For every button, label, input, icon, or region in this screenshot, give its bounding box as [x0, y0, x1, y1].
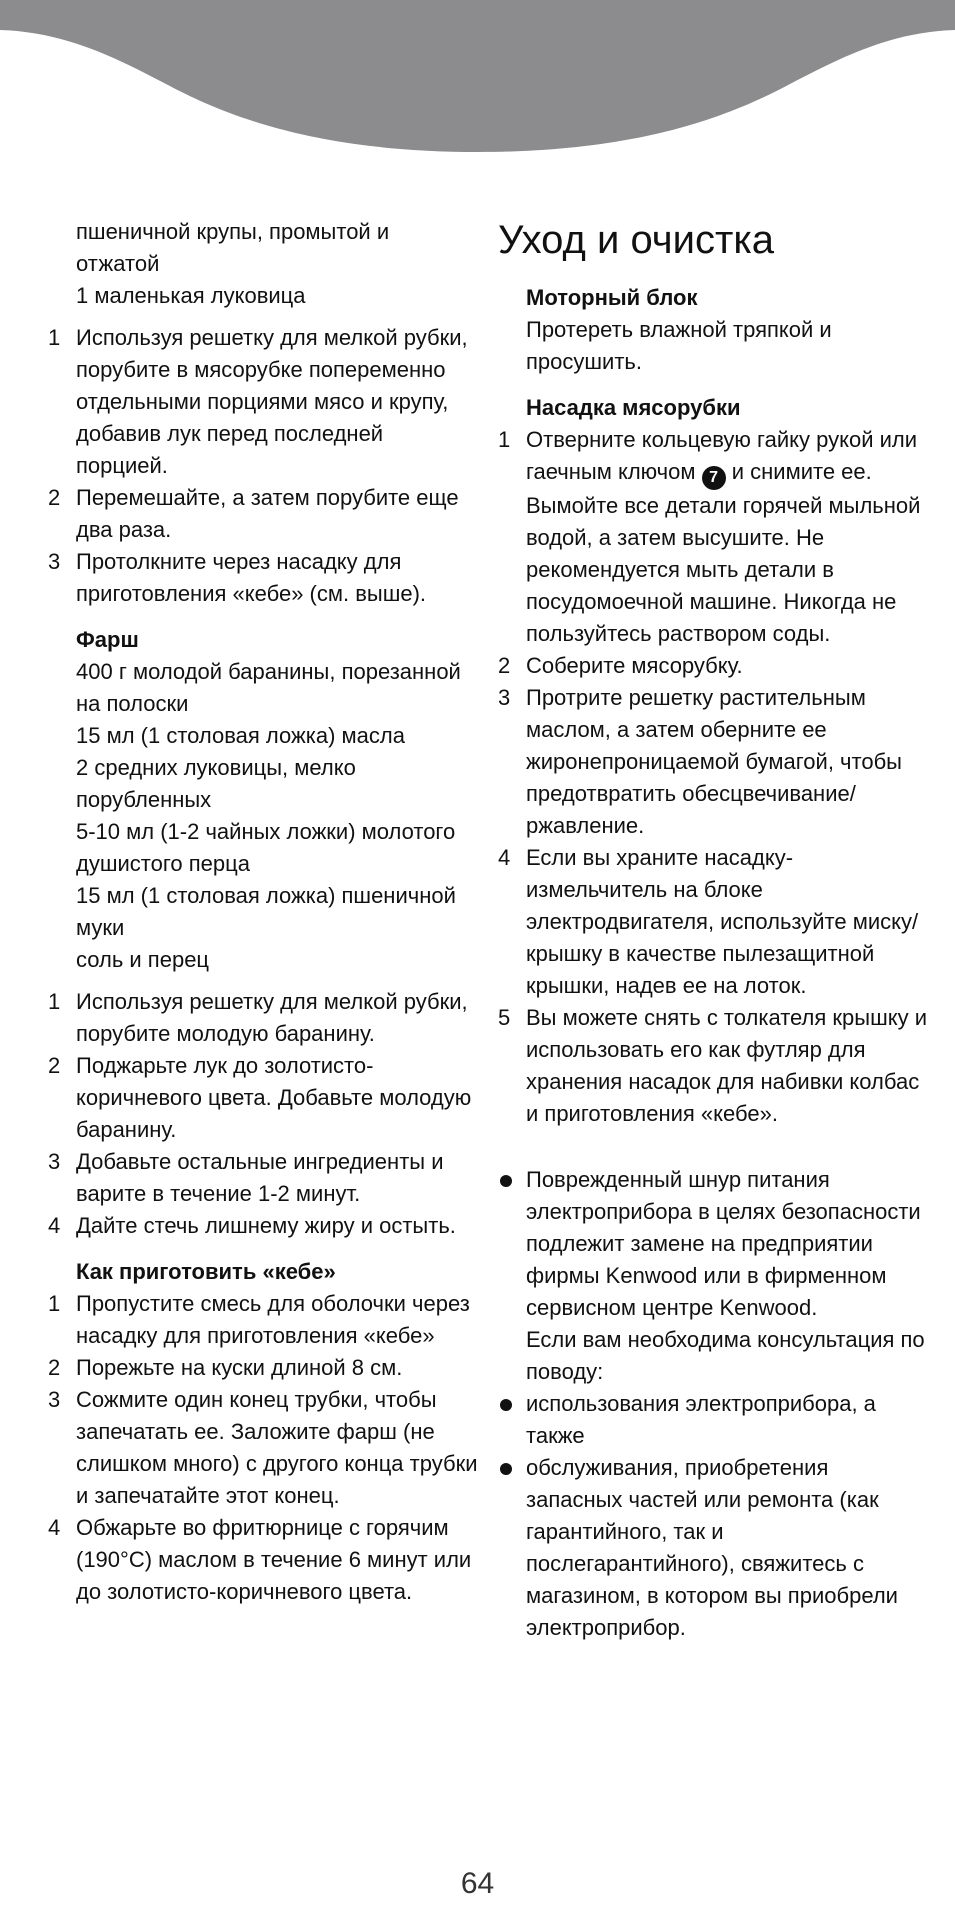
list-item: 2 Перемешайте, а затем порубите еще два раза. [48, 485, 459, 542]
list-item: 1 Пропустите смесь для оболочки через насадку для приготовления «кебе» [48, 1291, 470, 1348]
bullet-icon [500, 1399, 512, 1411]
list-item: 4 Если вы храните насадку-измельчитель на блоке электродвигателя, используйте миску/крышку в качестве пылезащитной крышки, надев ее на лоток. [498, 845, 919, 998]
ingredient-line: 400 г молодой баранины, порезанной на полоски [76, 659, 461, 716]
list-item: 1 Используя решетку для мелкой рубки, порубите молодую баранину. [48, 989, 468, 1046]
list-item: 4 Обжарьте во фритюрнице с горячим (190°C) маслом в течение 6 минут или до золотисто-коричневого цвета. [48, 1515, 472, 1604]
list-item: 2 Порежьте на куски длиной 8 см. [48, 1355, 403, 1380]
page-title: Уход и очистка [498, 218, 774, 262]
intro-line: пшеничной крупы, промытой и отжатой [76, 219, 390, 276]
list-item: 5 Вы можете снять с толкателя крышку и использовать его как футляр для хранения насадок для набивки колбас и приготовления «кебе». [498, 1005, 928, 1126]
motor-text: Протереть влажной тряпкой и просушить. [526, 317, 832, 374]
casing-steps [48, 322, 478, 610]
mincer-heading: Насадка мясорубки [526, 395, 741, 420]
filling-heading: Фарш [76, 627, 139, 652]
intro-line: 1 маленькая луковица [76, 283, 306, 308]
bullet-icon [500, 1463, 512, 1475]
list-item: 3 Сожмите один конец трубки, чтобы запечатать ее. Заложите фарш (не слишком много) с другого конца трубки и запечатайте этот конец. [48, 1387, 478, 1508]
left-column [48, 216, 478, 1608]
ingredient-line: 2 средних луковицы, мелко порубленных [76, 755, 356, 812]
kebbe-heading: Как приготовить «кебе» [76, 1259, 336, 1284]
list-item: 1 Используя решетку для мелкой рубки, порубите в мясорубке попеременно отдельными порциями мясо и крупу, добавив лук перед последней порцией. [48, 325, 468, 478]
list-item: 1 Отверните кольцевую гайку рукой или гаечным ключом 7 и снимите ее. Вымойте все детали горячей мыльной водой, а затем высушите. Не рекомендуется мыть детали в посудомоечной машине. Никогда не пользуйтесь раствором соды. [498, 427, 921, 646]
list-item: 2 Поджарьте лук до золотисто-коричневого цвета. Добавьте молодую баранину. [48, 1053, 472, 1142]
filling-steps [48, 986, 478, 1242]
bullet-icon [500, 1175, 512, 1187]
motor-heading: Моторный блок [526, 285, 698, 310]
page-number: 64 [460, 1867, 495, 1900]
list-item: 3 Добавьте остальные ингредиенты и варите в течение 1-2 минут. [48, 1149, 444, 1206]
service-note: Если вам необходима консультация по поводу: [526, 1327, 925, 1384]
right-column [498, 212, 928, 1644]
list-item: 4 Дайте стечь лишнему жиру и остыть. [48, 1213, 456, 1238]
list-item: 3 Протолкните через насадку для приготовления «кебе» (см. выше). [48, 549, 427, 606]
header-wave-decoration [0, 0, 955, 160]
ingredient-line: 5-10 мл (1-2 чайных ложки) молотого душистого перца [76, 819, 456, 876]
list-item: использования электроприбора, а также [498, 1388, 928, 1452]
ingredient-line: соль и перец [76, 947, 210, 972]
list-item: Поврежденный шнур питания электроприбора в целях безопасности подлежит замене на предприятии фирмы Kenwood или в фирменном сервисном центре Kenwood. Если вам необходима консультация по поводу: [498, 1164, 928, 1388]
ingredient-line: 15 мл (1 столовая ложка) пшеничной муки [76, 883, 456, 940]
mincer-steps [498, 424, 928, 1130]
ingredient-line: 15 мл (1 столовая ложка) масла [76, 723, 405, 748]
service-list [498, 1164, 928, 1644]
list-item: 3 Протрите решетку растительным маслом, а затем оберните ее жиронепроницаемой бумагой, чтобы предотвратить обесцвечивание/ржавление. [498, 685, 902, 838]
figure-ref-badge: 7 [702, 466, 726, 490]
kebbe-steps [48, 1288, 478, 1608]
list-item: обслуживания, приобретения запасных частей или ремонта (как гарантийного, так и послегарантийного), свяжитесь с магазином, в котором вы приобрели электроприбор. [498, 1452, 928, 1644]
list-item: 2 Соберите мясорубку. [498, 653, 743, 678]
